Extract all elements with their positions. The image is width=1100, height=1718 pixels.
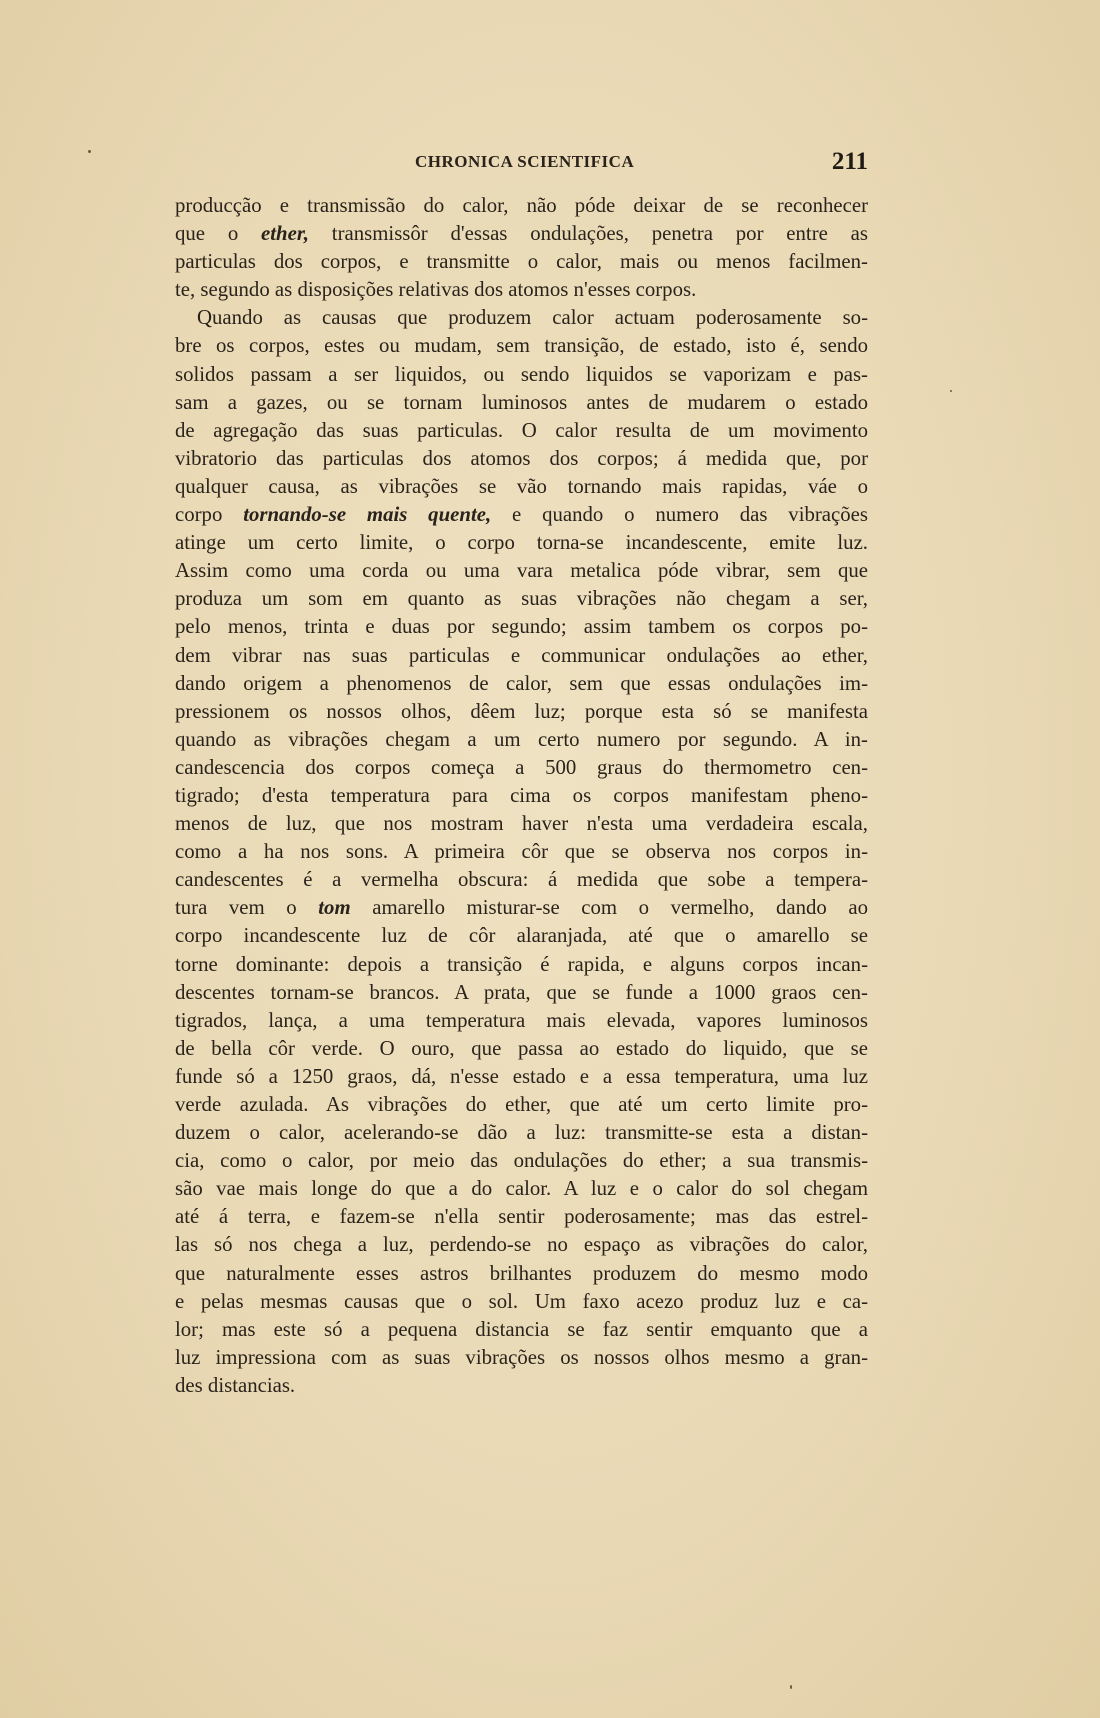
- text-line: são vae mais longe do que a do calor. A luz e o calor do sol chegam: [175, 1177, 868, 1201]
- text-line: Quando as causas que produzem calor actuam poderosamente so-: [197, 306, 868, 330]
- text-line: menos de luz, que nos mostram haver n'esta uma verdadeira escala,: [175, 812, 868, 836]
- text-line: descentes tornam-se brancos. A prata, que se funde a 1000 graos cen-: [175, 980, 868, 1004]
- text-line: candescencia dos corpos começa a 500 graus do thermometro cen-: [175, 755, 868, 779]
- text-line: te, segundo as disposições relativas dos atomos n'esses corpos.: [175, 278, 697, 302]
- running-head: CHRONICA SCIENTIFICA: [415, 152, 635, 171]
- text-line: dando origem a phenomenos de calor, sem que essas ondulações im-: [175, 671, 868, 695]
- text-line: corpo tornando-se mais quente, e quando o numero das vibrações: [175, 503, 868, 527]
- text-line: corpo incandescente luz de côr alaranjada, até que o amarello se: [175, 924, 868, 948]
- text-line: de bella côr verde. O ouro, que passa ao estado do liquido, que se: [175, 1036, 868, 1060]
- text-line: dem vibrar nas suas particulas e communicar ondulações ao ether,: [175, 643, 868, 667]
- text-line: torne dominante: depois a transição é rapida, e alguns corpos incan-: [175, 952, 868, 976]
- text-line: candescentes é a vermelha obscura: á medida que sobe a tempera-: [175, 868, 868, 892]
- text-line: produza um som em quanto as suas vibrações não chegam a ser,: [175, 587, 868, 611]
- paragraph: [175, 304, 868, 1400]
- text-line: lor; mas este só a pequena distancia se faz sentir emquanto que a: [175, 1317, 868, 1341]
- text-line: las só nos chega a luz, perdendo-se no espaço as vibrações do calor,: [175, 1233, 868, 1257]
- paper-speck: [790, 1685, 792, 1689]
- body-text: [175, 192, 868, 1400]
- text-line: producção e transmissão do calor, não póde deixar de se reconhecer: [175, 194, 868, 217]
- text-line: e pelas mesmas causas que o sol. Um faxo acezo produz luz e ca-: [175, 1289, 868, 1313]
- text-line: tigrado; d'esta temperatura para cima os corpos manifestam pheno-: [175, 783, 868, 807]
- text-line: como a ha nos sons. A primeira côr que se observa nos corpos in-: [175, 840, 868, 864]
- text-line: vibratorio das particulas dos atomos dos corpos; á medida que, por: [175, 446, 868, 470]
- text-line: de agregação das suas particulas. O calor resulta de um movimento: [175, 418, 868, 442]
- italic-term: ether,: [261, 222, 309, 246]
- text-line: que naturalmente esses astros brilhantes produzem do mesmo modo: [175, 1261, 868, 1285]
- text-line: funde só a 1250 graos, dá, n'esse estado e a essa temperatura, uma luz: [175, 1064, 868, 1088]
- text-line: até á terra, e fazem-se n'ella sentir poderosamente; mas das estrel-: [175, 1205, 868, 1229]
- text-line: des distancias.: [175, 1373, 296, 1397]
- text-line: verde azulada. As vibrações do ether, que até um certo limite pro-: [175, 1093, 868, 1116]
- text-line: luz impressiona com as suas vibrações os nossos olhos mesmo a gran-: [175, 1345, 868, 1369]
- italic-term: tom: [318, 896, 351, 920]
- paper-speck: [950, 390, 952, 392]
- text-line: pressionem os nossos olhos, dêem luz; porque esta só se manifesta: [175, 699, 868, 723]
- paper-speck: [88, 150, 91, 153]
- text-line: particulas dos corpos, e transmitte o calor, mais ou menos facilmen-: [175, 250, 868, 274]
- text-line: tigrados, lança, a uma temperatura mais elevada, vapores luminosos: [175, 1008, 868, 1032]
- text-line: tura vem o tom amarello misturar-se com o vermelho, dando ao: [175, 896, 868, 920]
- text-line: pelo menos, trinta e duas por segundo; assim tambem os corpos po-: [175, 615, 868, 639]
- italic-term: tornando-se mais quente,: [243, 503, 492, 527]
- text-line: atinge um certo limite, o corpo torna-se incandescente, emite luz.: [175, 531, 868, 555]
- text-line: cia, como o calor, por meio das ondulações do ether; a sua transmis-: [175, 1149, 868, 1173]
- text-line: solidos passam a ser liquidos, ou sendo liquidos se vaporizam e pas-: [175, 362, 868, 386]
- text-line: bre os corpos, estes ou mudam, sem transição, de estado, isto é, sendo: [175, 334, 868, 358]
- text-line: Assim como uma corda ou uma vara metalica póde vibrar, sem que: [175, 559, 868, 583]
- page-header: [175, 148, 868, 180]
- text-line: qualquer causa, as vibrações se vão tornando mais rapidas, váe o: [175, 474, 868, 498]
- page-number: 211: [831, 148, 868, 175]
- text-line: duzem o calor, acelerando-se dão a luz: transmitte-se esta a distan-: [175, 1121, 868, 1145]
- text-line: sam a gazes, ou se tornam luminosos antes de mudarem o estado: [175, 390, 868, 414]
- text-line: quando as vibrações chegam a um certo numero por segundo. A in-: [175, 727, 868, 751]
- text-line: que o ether, transmissôr d'essas ondulações, penetra por entre as: [175, 222, 868, 246]
- paragraph: [175, 192, 868, 304]
